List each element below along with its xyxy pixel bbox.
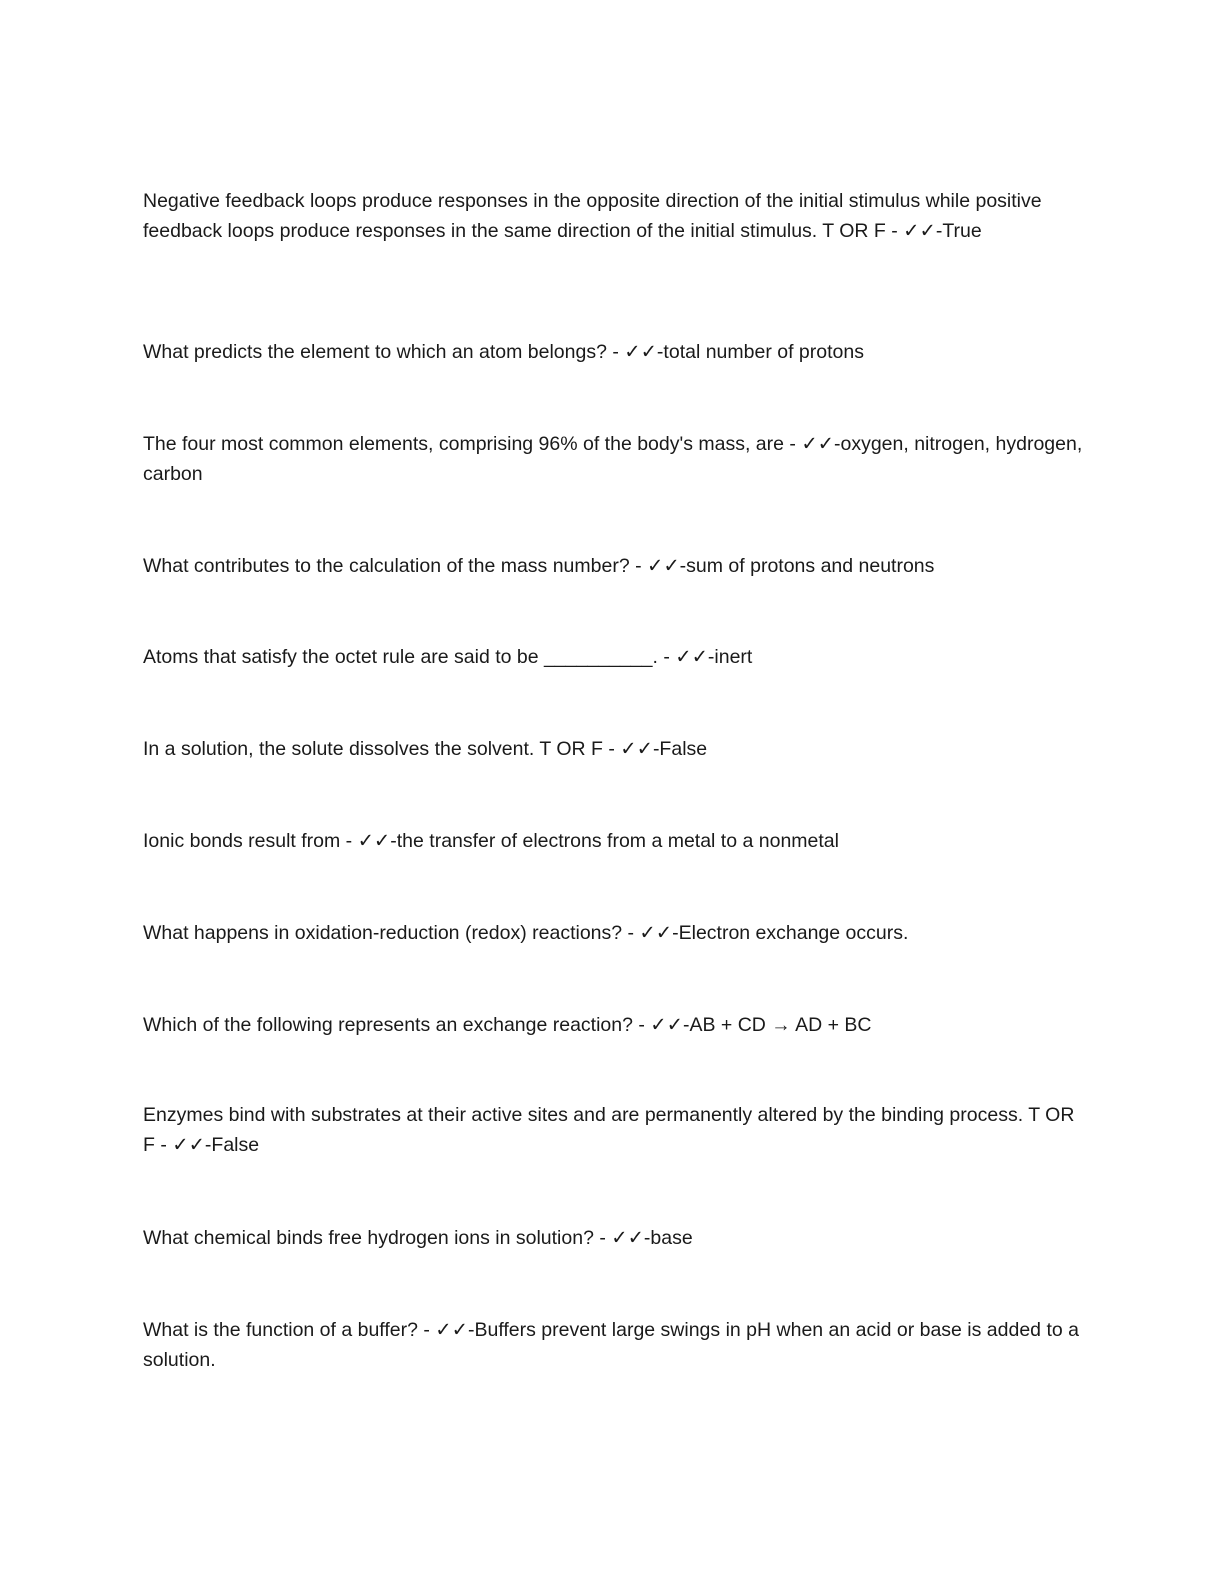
qa-item-hydrogen-ions: What chemical binds free hydrogen ions in solution? - ✓✓-base bbox=[143, 1227, 693, 1249]
qa-item-redox: What happens in oxidation-reduction (redox) reactions? - ✓✓-Electron exchange occurs. bbox=[143, 922, 909, 944]
qa-item-exchange-reaction: Which of the following represents an exchange reaction? - ✓✓-AB + CD → AD + BC bbox=[143, 1014, 872, 1036]
qa-item-common-elements: The four most common elements, comprising 96% of the body's mass, are - ✓✓-oxygen, nitrogen, hydrogen, carbon bbox=[143, 433, 1083, 485]
qa-item-buffer: What is the function of a buffer? - ✓✓-Buffers prevent large swings in pH when an acid or base is added to a solution. bbox=[143, 1319, 1079, 1371]
qa-item-ionic-bonds: Ionic bonds result from - ✓✓-the transfer of electrons from a metal to a nonmetal bbox=[143, 830, 839, 852]
qa-item-mass-number: What contributes to the calculation of the mass number? - ✓✓-sum of protons and neutrons bbox=[143, 555, 935, 577]
qa-item-enzymes: Enzymes bind with substrates at their active sites and are permanently altered by the binding process. T OR F - ✓✓-False bbox=[143, 1104, 1075, 1156]
qa-item-solution: In a solution, the solute dissolves the solvent. T OR F - ✓✓-False bbox=[143, 738, 708, 760]
qa-item-element-prediction: What predicts the element to which an atom belongs? - ✓✓-total number of protons bbox=[143, 341, 864, 363]
qa-item-octet-rule: Atoms that satisfy the octet rule are said to be __________. - ✓✓-inert bbox=[143, 646, 753, 668]
qa-item-feedback-loops: Negative feedback loops produce responses in the opposite direction of the initial stimulus while positive feedback loops produce responses in the same direction of the initial stimulus. T OR F - ✓✓-True bbox=[143, 190, 1042, 242]
